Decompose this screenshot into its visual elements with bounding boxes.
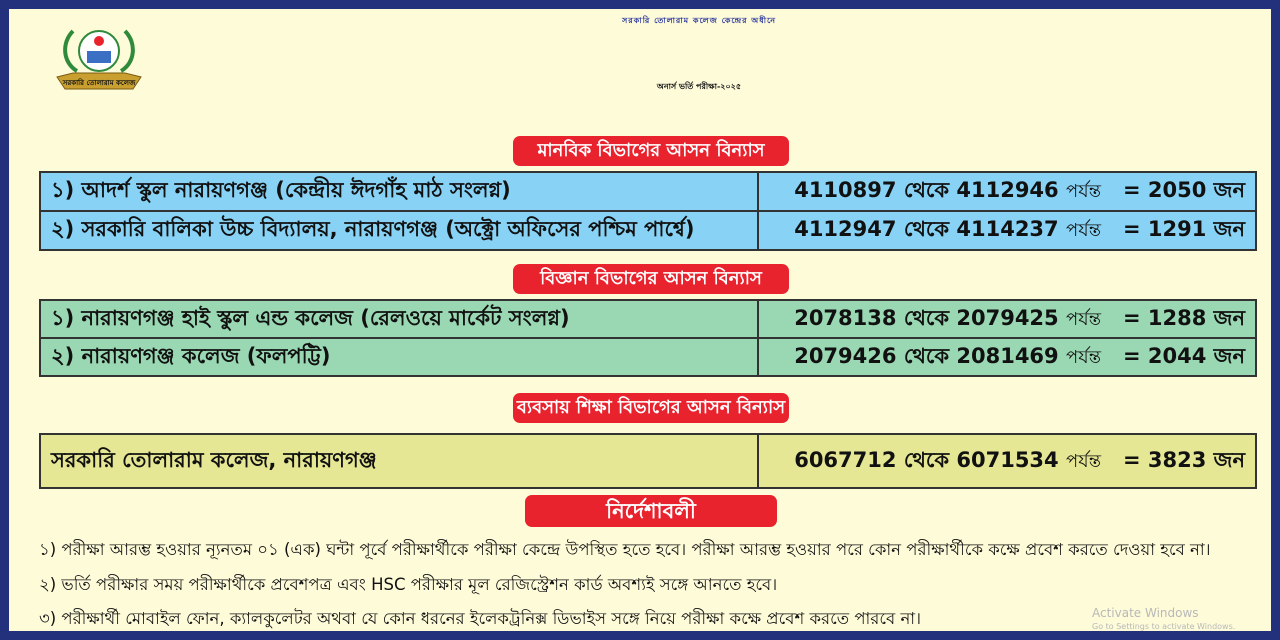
to-word: পর্যন্ত xyxy=(1065,450,1101,472)
range-cell xyxy=(758,300,1256,338)
roll-to: 2081469 xyxy=(956,343,1059,368)
from-word: থেকে xyxy=(903,305,950,330)
instruction-item: ২) ভর্তি পরীক্ষার সময় পরীক্ষার্থীকে প্রবেশপত্র এবং HSC পরীক্ষার মূল রেজিস্ট্রেশন কার্ড অবশ্যই সঙ্গে আনতে হবে। xyxy=(39,575,778,594)
page-subtitle: অনার্স ভর্তি পরীক্ষা-২০২৫ xyxy=(656,82,742,91)
venue-cell xyxy=(40,300,758,338)
to-word: পর্যন্ত xyxy=(1065,308,1101,330)
person-word: জন xyxy=(1213,217,1245,241)
from-word: থেকে xyxy=(903,343,950,368)
roll-to: 2079425 xyxy=(956,305,1059,330)
venue-cell xyxy=(40,338,758,376)
instruction-item: ১) পরীক্ষা আরম্ভ হওয়ার ন্যূনতম ০১ (এক) ঘন্টা পূর্বে পরীক্ষার্থীকে পরীক্ষা কেন্দ্রে উপস্থিত হতে হবে। পরীক্ষা আরম্ভ হওয়ার পরে কোন পরীক্ষার্থীকে কক্ষে প্রবেশ করতে দেওয়া হবে না। xyxy=(39,540,1211,559)
logo-text: সরকারি তোলারাম কলেজ xyxy=(62,79,136,87)
to-word: পর্যন্ত xyxy=(1065,346,1101,368)
roll-to: 4112946 xyxy=(956,178,1059,202)
activate-windows-watermark xyxy=(1092,606,1235,634)
range-cell xyxy=(758,172,1256,211)
person-word: জন xyxy=(1213,447,1245,472)
venue-name: ১) আদর্শ স্কুল নারায়ণগঞ্জ (কেন্দ্রীয় ঈদগাঁহ মাঠ সংলগ্ন) xyxy=(51,178,511,202)
roll-from: 6067712 xyxy=(794,447,897,472)
page-title: সরকারি তোলারাম কলেজ কেন্দ্রের অধীনে xyxy=(622,16,776,25)
business-heading: ব্যবসায় শিক্ষা বিভাগের আসন বিন্যাস xyxy=(513,393,789,423)
person-word: জন xyxy=(1213,343,1245,368)
venue-cell xyxy=(40,211,758,250)
from-word: থেকে xyxy=(903,178,950,202)
science-heading: বিজ্ঞান বিভাগের আসন বিন্যাস xyxy=(513,264,789,294)
seat-count: 1288 xyxy=(1147,305,1207,330)
to-word: পর্যন্ত xyxy=(1065,220,1101,241)
from-word: থেকে xyxy=(903,217,950,241)
roll-from: 2079426 xyxy=(794,343,897,368)
seat-count: 3823 xyxy=(1147,447,1207,472)
to-word: পর্যন্ত xyxy=(1065,181,1101,202)
venue-name: সরকারি তোলারাম কলেজ, নারায়ণগঞ্জ xyxy=(51,447,377,472)
range-cell xyxy=(758,434,1256,488)
table-row xyxy=(40,300,1256,338)
humanities-table xyxy=(39,171,1257,251)
equals-sign: = xyxy=(1122,447,1141,472)
business-table xyxy=(39,433,1257,489)
person-word: জন xyxy=(1213,305,1245,330)
instruction-item: ৩) পরীক্ষার্থী মোবাইল ফোন, ক্যালকুলেটর অথবা যে কোন ধরনের ইলেকট্রনিক্স ডিভাইস সঙ্গে নিয়ে পরীক্ষা কক্ষে প্রবেশ করতে পারবে না। xyxy=(39,609,921,628)
equals-sign: = xyxy=(1122,305,1141,330)
venue-cell xyxy=(40,434,758,488)
table-row xyxy=(40,172,1256,211)
roll-from: 4110897 xyxy=(794,178,897,202)
seat-count: 1291 xyxy=(1147,217,1207,241)
from-word: থেকে xyxy=(903,447,950,472)
table-row xyxy=(40,434,1256,488)
equals-sign: = xyxy=(1122,343,1141,368)
range-cell xyxy=(758,338,1256,376)
seat-count: 2050 xyxy=(1147,178,1207,202)
roll-to: 6071534 xyxy=(956,447,1059,472)
equals-sign: = xyxy=(1122,217,1141,241)
roll-from: 2078138 xyxy=(794,305,897,330)
roll-from: 4112947 xyxy=(794,217,897,241)
range-cell xyxy=(758,211,1256,250)
venue-cell xyxy=(40,172,758,211)
table-row xyxy=(40,338,1256,376)
college-logo-icon xyxy=(53,23,145,95)
watermark-title: Activate Windows xyxy=(1092,606,1199,620)
venue-name: ২) সরকারি বালিকা উচ্চ বিদ্যালয়, নারায়ণগঞ্জ (অক্ট্রো অফিসের পশ্চিম পার্শ্বে) xyxy=(51,217,695,241)
venue-name: ২) নারায়ণগঞ্জ কলেজ (ফলপট্টি) xyxy=(51,343,331,368)
science-table xyxy=(39,299,1257,377)
person-word: জন xyxy=(1213,178,1245,202)
equals-sign: = xyxy=(1122,178,1141,202)
watermark-subtitle: Go to Settings to activate Windows. xyxy=(1092,622,1236,631)
instructions-heading: নির্দেশাবলী xyxy=(525,495,777,527)
table-row xyxy=(40,211,1256,250)
venue-name: ১) নারায়ণগঞ্জ হাই স্কুল এন্ড কলেজ (রেলওয়ে মার্কেট সংলগ্ন) xyxy=(51,305,570,330)
roll-to: 4114237 xyxy=(956,217,1059,241)
seat-count: 2044 xyxy=(1147,343,1207,368)
humanities-heading: মানবিক বিভাগের আসন বিন্যাস xyxy=(513,136,789,166)
